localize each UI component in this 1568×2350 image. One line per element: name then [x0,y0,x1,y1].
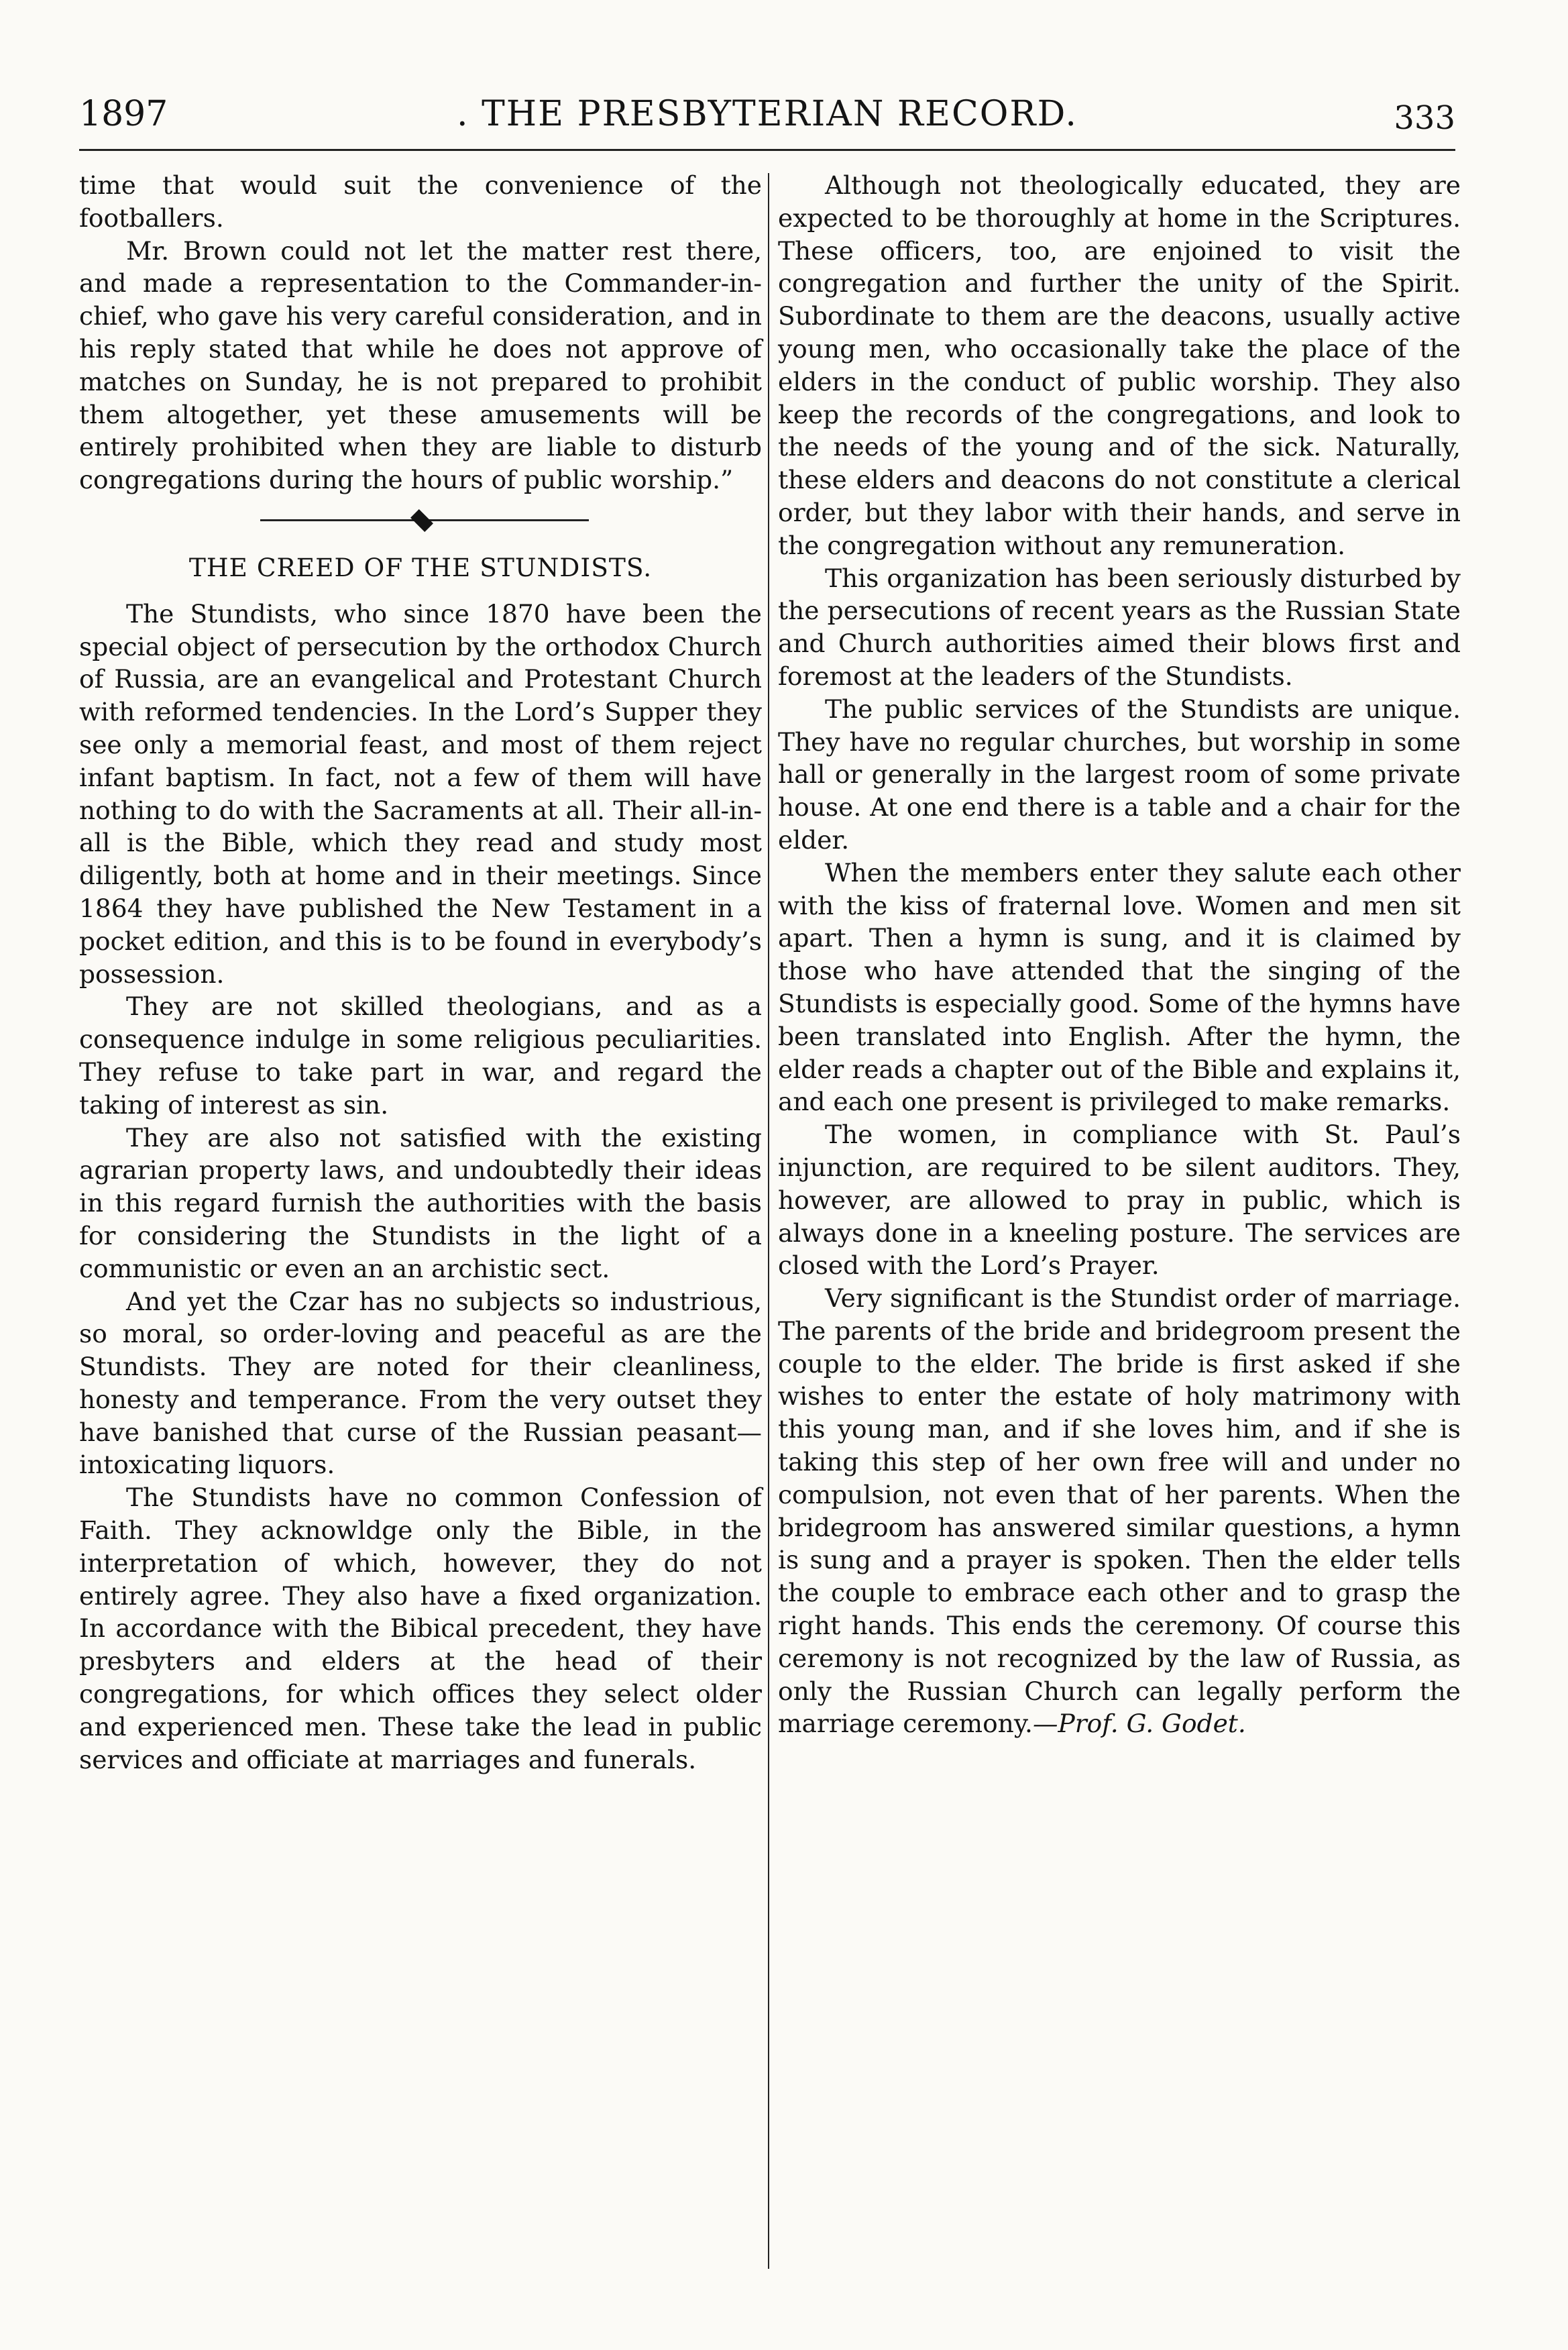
journal-title: . THE PRESBYTERIAN RECORD. [457,94,1078,134]
page-number: 333 [1394,99,1455,137]
paragraph-text: Very significant is the Stundist order of marriage. The parents of the bride and bridegroom present the couple to the elder. The bride is first asked if she wishes to enter the estate of holy matrimony with this young man, and if she loves him, and if she is taking this step of her own free will and under no compulsion, not even that of her parents. When the bridegroom has answered similar questions, a hymn is sung and a prayer is spoken. Then the elder tells the couple to embrace each other and to grasp the right hands. This ends the ceremony. Of course this ceremony is not recognized by the law of Russia, as only the Russian Church can legally perform the marriage ceremony. [778,1283,1461,1739]
paragraph: They are also not satisfied with the existing agrarian property laws, and undoubtedly their ideas in this regard furnish the authorities with the basis for considering the Stundists in the light of a communistic or even an an archistic sect. [79,1122,762,1283]
paragraph: Although not theologically educated, they are expected to be thoroughly at home in the Scriptures. These officers, too, are enjoined to visit the congregation and further the unity of the Spirit. Subordinate to them are the deacons, usually active young men, who occasionally take the place of the elders in the conduct of public worship. They also keep the records of the congregations, and look to the needs of the young and of the sick. Naturally, these elders and deacons do not constitute a clerical order, but they labor with their hands, and serve in the congregation without any remuneration. [778,170,1461,560]
header-year: 1897 [79,94,168,134]
paragraph: Mr. Brown could not let the matter rest there, and made a representation to the Commander-in-chief, who gave his very careful consideration, and in his reply stated that while he does not approve of matches on Sunday, he is not prepared to prohibit them altogether, yet these amusements will be entirely prohibited when they are liable to disturb congregations during the hours of public worship.” [79,235,762,495]
page-header [79,79,1455,144]
paragraph: The Stundists, who since 1870 have been the special object of persecution by the orthodox Church of Russia, are an evangelical and Protestant Church with reformed tendencies. In the Lord’s Supper they see only a memorial feast, and most of them reject infant baptism. In fact, not a few of them will have nothing to do with the Sacraments at all. Their all-in-all is the Bible, which they read and study most diligently, both at home and in their meetings. Since 1864 they have published the New Testament in a pocket edition, and this is to be found in everybody’s possession. [79,598,762,989]
paragraph: When the members enter they salute each other with the kiss of fraternal love. Women and men sit apart. Then a hymn is sung, and it is claimed by those who have attended that the singing of the Stundists is especially good. Some of the hymns have been translated into English. After the hymn, the elder reads a chapter out of the Bible and explains it, and each one present is privileged to make remarks. [778,857,1461,1117]
column-divider [768,173,769,2269]
paragraph: The public services of the Stundists are unique. They have no regular churches, but worship in some hall or generally in the largest room of some private house. At one end there is a table and a chair for the elder. [778,694,1461,855]
section-ornament [79,496,762,543]
header-rule [79,149,1455,151]
paragraph: And yet the Czar has no subjects so industrious, so moral, so order-loving and peaceful as are the Stundists. They are noted for their cleanliness, honesty and temperance. From the very outset they have banished that curse of the Russian peasant—intoxicating liquors. [79,1286,762,1480]
paragraph: The women, in compliance with St. Paul’s injunction, are required to be silent auditors. They, however, are allowed to pray in public, which is always done in a kneeling posture. The services are closed with the Lord’s Prayer. [778,1120,1461,1281]
attribution: —Prof. G. Godet. [1032,1709,1246,1739]
paragraph: They are not skilled theologians, and as a consequence indulge in some religious peculiarities. They refuse to take part in war, and regard the taking of interest as sin. [79,992,762,1120]
paragraph: time that would suit the convenience of the footballers. [79,170,762,233]
diamond-ornament-icon [410,509,433,532]
article-heading: THE CREED OF THE STUNDISTS. [188,552,653,582]
right-column [778,169,1461,1740]
left-column [79,169,762,1776]
paragraph [778,1282,1461,1740]
paragraph: The Stundists have no common Confession of Faith. They acknowldge only the Bible, in the interpretation of which, however, they do not entirely agree. They also have a fixed organization. In accordance with the Bibical precedent, they have presbyters and elders at the head of their congregations, for which offices they select older and experienced men. These take the lead in public services and officiate at marriages and funerals. [79,1483,762,1774]
paragraph: This organization has been seriously disturbed by the persecutions of recent years as the Russian State and Church authorities aimed their blows first and foremost at the leaders of the Stundists. [778,563,1461,691]
